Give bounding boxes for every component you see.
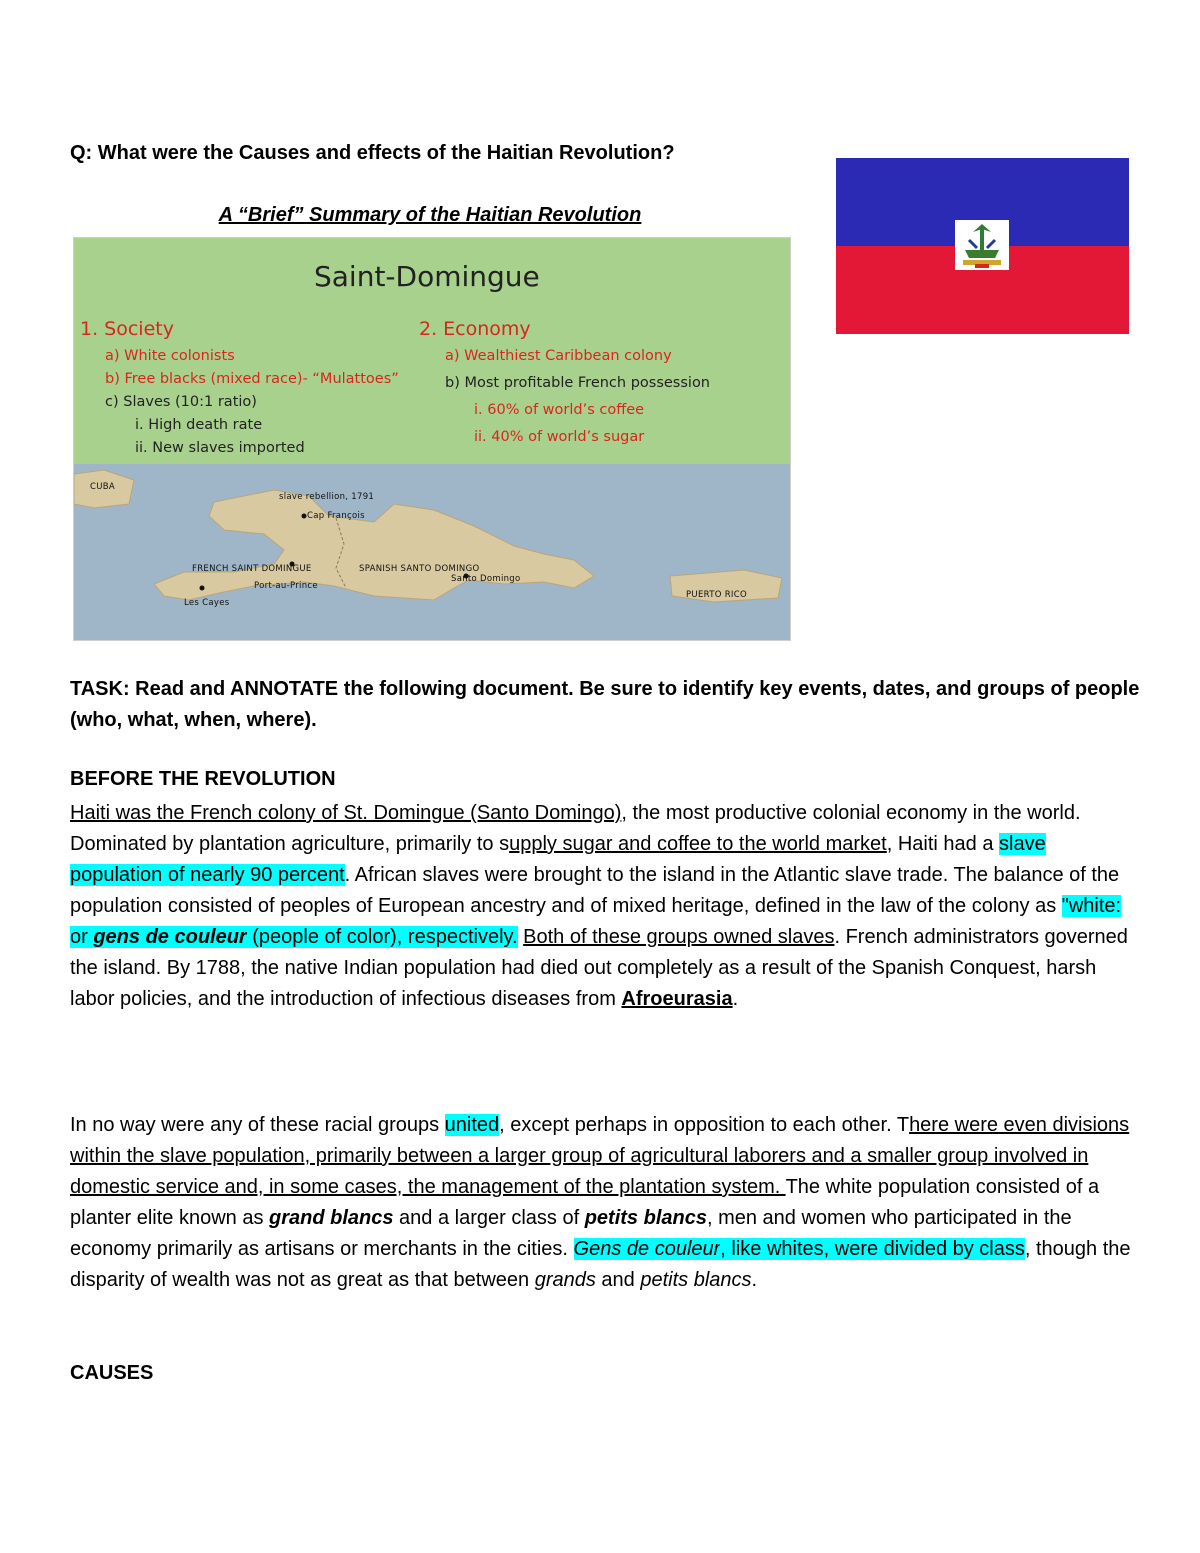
- p2-seg17: .: [751, 1269, 758, 1291]
- p1-seg14: .: [732, 988, 739, 1010]
- summary-title: A “Brief” Summary of the Haitian Revolution: [218, 204, 642, 226]
- p1-seg8-highlight: gens de couleur: [93, 926, 247, 948]
- hispaniola-landmass: [154, 490, 594, 600]
- p1-seg9-highlight: (people of color), respectively.: [246, 926, 518, 948]
- map-label-rebellion: slave rebellion, 1791: [279, 492, 375, 502]
- saint-domingue-slide: [73, 237, 791, 641]
- question-heading: Q: What were the Causes and effects of the Haitian Revolution?: [70, 142, 675, 164]
- p2-seg8: petits blancs: [584, 1207, 707, 1229]
- economy-item-b: b) Most profitable French possession: [445, 375, 711, 391]
- economy-heading: 2. Economy: [419, 318, 531, 340]
- p1-seg6: . African slaves were brought to the island in the Atlantic slave trade. The balance of the population consisted of peoples of European ancestry and of mixed heritage, defined in the law of the colony as: [70, 864, 1120, 917]
- society-item-b: b) Free blacks (mixed race)- “Mulattoes”: [105, 371, 399, 387]
- p2-seg16: petits blancs: [640, 1269, 752, 1291]
- paragraph-racial-groups: [70, 1110, 1135, 1296]
- slide-title: Saint-Domingue: [314, 260, 540, 293]
- p1-seg12: . French administrators governed the island. By 1788, the native Indian population had died out completely as a result of the Spanish Conquest, harsh labor policies, and the introduction of infectious diseases from: [70, 926, 1128, 1010]
- economy-item-bi: i. 60% of world’s coffee: [474, 402, 645, 418]
- map-label-port-au-prince: Port-au-Prince: [254, 581, 318, 591]
- p1-seg13: Afroeurasia: [621, 988, 733, 1010]
- p2-seg15: and: [595, 1269, 641, 1291]
- p2-seg3: , except perhaps in opposition to each other. T: [499, 1114, 910, 1136]
- p2-seg9: , men and women who participated in the economy primarily as artisans or merchants in the cities.: [70, 1207, 1072, 1260]
- coat-of-arms-icon: [955, 220, 1009, 270]
- les-cayes-marker: [200, 586, 205, 591]
- p2-seg10: [568, 1238, 574, 1260]
- p1-seg4: , Haiti had a: [886, 833, 1000, 855]
- hispaniola-map: [74, 464, 790, 640]
- society-item-ci: i. High death rate: [135, 417, 263, 433]
- society-item-c: c) Slaves (10:1 ratio): [105, 394, 257, 410]
- society-column: [80, 318, 399, 460]
- map-label-santo-domingo: Santo Domingo: [451, 574, 521, 584]
- haiti-flag: [836, 158, 1129, 334]
- p1-seg7-highlight: "white: or: [70, 895, 1122, 948]
- task-instructions: TASK: Read and ANNOTATE the following document. Be sure to identify key events, dates, and groups of people (who, what, when, where).: [70, 678, 1140, 731]
- map-label-puerto-rico: PUERTO RICO: [686, 590, 747, 600]
- p2-seg13: , though the disparity of wealth was not as great as that between: [70, 1238, 1131, 1291]
- causes-heading: CAUSES: [70, 1362, 154, 1384]
- p2-seg11-highlight: Gens de couleur: [573, 1238, 721, 1260]
- society-item-a: a) White colonists: [105, 348, 235, 364]
- p2-seg12-highlight: , like whites, were divided by class: [720, 1238, 1025, 1260]
- cap-francois-marker: [302, 514, 307, 519]
- map-label-spanish: SPANISH SANTO DOMINGO: [359, 564, 480, 574]
- p2-seg7: and a larger class of: [393, 1207, 585, 1229]
- p1-seg5-highlight: slave population of nearly 90 percent: [70, 833, 1046, 886]
- p1-seg11: Both of these groups owned slaves: [523, 926, 835, 948]
- p2-seg4: here were even divisions within the slave population, primarily between a larger group of agricultural laborers and a smaller group involved in domestic service and, in some cases, the management of the plantation system.: [70, 1114, 1130, 1198]
- economy-item-bii: ii. 40% of world’s sugar: [474, 429, 645, 445]
- paragraph-before-revolution: [70, 798, 1135, 1015]
- society-heading: 1. Society: [80, 318, 174, 340]
- economy-item-a: a) Wealthiest Caribbean colony: [445, 348, 672, 364]
- p1-seg3: upply sugar and coffee to the world market: [509, 833, 887, 855]
- map-label-les-cayes: Les Cayes: [184, 598, 230, 608]
- economy-column: [419, 318, 710, 449]
- map-drawing: [74, 464, 790, 640]
- before-revolution-heading: BEFORE THE REVOLUTION: [70, 768, 336, 790]
- map-label-cap-francois: Cap François: [307, 511, 365, 521]
- p2-seg6: grand blancs: [269, 1207, 394, 1229]
- p1-seg2: , the most productive colonial economy in the world. Dominated by plantation agriculture, primarily to s: [70, 802, 1081, 855]
- p2-seg1: In no way were any of these racial groups: [70, 1114, 445, 1136]
- map-label-cuba: CUBA: [90, 482, 116, 492]
- p2-seg2-highlight: united: [444, 1114, 500, 1136]
- society-item-cii: ii. New slaves imported: [135, 440, 305, 456]
- p2-seg5: The white population consisted of a planter elite known as: [70, 1176, 1100, 1229]
- p2-seg14: grands: [534, 1269, 596, 1291]
- map-label-french: FRENCH SAINT DOMINGUE: [192, 564, 312, 574]
- p1-seg1: Haiti was the French colony of St. Domingue (Santo Domingo): [70, 802, 622, 824]
